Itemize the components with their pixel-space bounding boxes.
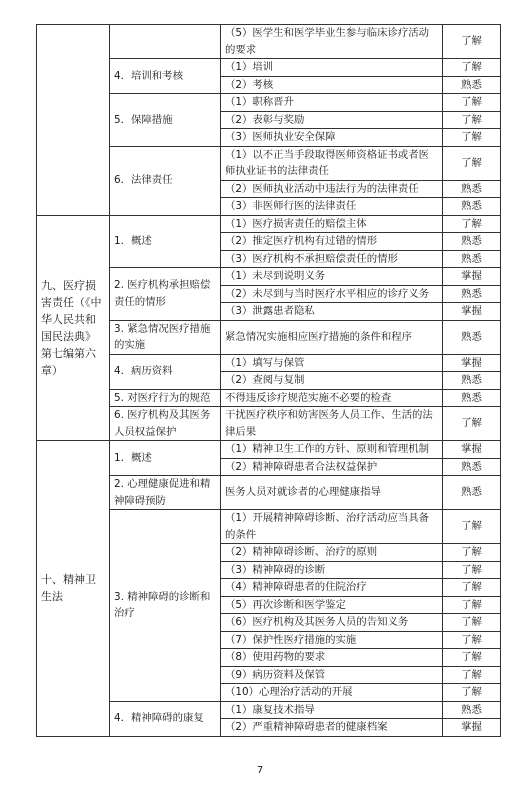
- requirement-level: 了解: [443, 684, 501, 702]
- requirement-level: 了解: [443, 59, 501, 77]
- unit-title: 3. 紧急情况医疗措施的实施: [110, 320, 221, 354]
- page-number: 7: [256, 765, 264, 776]
- item-content: （2）精神障碍患者合法权益保护: [221, 458, 443, 476]
- unit-title: 4．培训和考核: [110, 59, 221, 94]
- unit-title: 6. 医疗机构及其医务人员权益保护: [110, 407, 221, 441]
- requirement-level: 掌握: [443, 354, 501, 372]
- item-content: （3）非医师行医的法律责任: [221, 198, 443, 216]
- requirement-level: 了解: [443, 649, 501, 667]
- unit-title: 1．概述: [110, 215, 221, 268]
- item-content: （1）医疗损害责任的赔偿主体: [221, 215, 443, 233]
- requirement-level: 熟悉: [443, 458, 501, 476]
- section-title: 十、精神卫生法: [37, 441, 110, 737]
- section-title: [37, 25, 110, 216]
- item-content: （2）表彰与奖励: [221, 111, 443, 129]
- item-content: （1）职称晋升: [221, 94, 443, 112]
- requirement-level: 熟悉: [443, 320, 501, 354]
- unit-title: 5．保障措施: [110, 94, 221, 147]
- item-content: （9）病历资料及保管: [221, 666, 443, 684]
- item-content: （2）考核: [221, 76, 443, 94]
- requirement-level: 熟悉: [443, 250, 501, 268]
- item-content: （1）培训: [221, 59, 443, 77]
- item-content: 干扰医疗秩序和妨害医务人员工作、生活的法律后果: [221, 407, 443, 441]
- item-content: （7）保护性医疗措施的实施: [221, 631, 443, 649]
- requirement-level: 了解: [443, 510, 501, 544]
- requirement-level: 熟悉: [443, 285, 501, 303]
- item-content: （1）精神卫生工作的方针、原则和管理机制: [221, 441, 443, 459]
- requirement-level: 熟悉: [443, 701, 501, 719]
- item-content: （3）泄露患者隐私: [221, 303, 443, 321]
- requirement-level: 了解: [443, 129, 501, 147]
- item-content: （3）精神障碍的诊断: [221, 561, 443, 579]
- requirement-level: 熟悉: [443, 198, 501, 216]
- item-content: （10）心理治疗活动的开展: [221, 684, 443, 702]
- table-row: [37, 25, 501, 59]
- requirement-level: 了解: [443, 579, 501, 597]
- requirement-level: 了解: [443, 146, 501, 180]
- unit-title: 5. 对医疗行为的规范: [110, 389, 221, 407]
- section-title: 九、医疗损害责任（《中华人民共和国民法典》第七编第六章）: [37, 215, 110, 441]
- item-content: （2）医师执业活动中违法行为的法律责任: [221, 180, 443, 198]
- item-content: 医务人员对就诊者的心理健康指导: [221, 476, 443, 510]
- unit-title: 2. 医疗机构承担赔偿责任的情形: [110, 268, 221, 321]
- item-content: （5）医学生和医学毕业生参与临床诊疗活动的要求: [221, 25, 443, 59]
- unit-title: 3. 精神障碍的诊断和治疗: [110, 510, 221, 702]
- item-content: （2）严重精神障碍患者的健康档案: [221, 719, 443, 737]
- requirement-level: 熟悉: [443, 476, 501, 510]
- requirement-level: 熟悉: [443, 389, 501, 407]
- unit-title: 1．概述: [110, 441, 221, 476]
- requirement-level: 熟悉: [443, 76, 501, 94]
- item-content: （2）精神障碍诊断、治疗的原则: [221, 544, 443, 562]
- requirement-level: 了解: [443, 111, 501, 129]
- item-content: （8）使用药物的要求: [221, 649, 443, 667]
- item-content: （1）康复技术指导: [221, 701, 443, 719]
- requirement-level: 了解: [443, 94, 501, 112]
- unit-title: 4．精神障碍的康复: [110, 701, 221, 736]
- requirement-level: 掌握: [443, 719, 501, 737]
- requirement-level: 掌握: [443, 268, 501, 286]
- item-content: （1）填写与保管: [221, 354, 443, 372]
- item-content: 不得违反诊疗规范实施不必要的检查: [221, 389, 443, 407]
- unit-title: 2. 心理健康促进和精神障碍预防: [110, 476, 221, 510]
- requirement-level: 熟悉: [443, 372, 501, 390]
- item-content: （1）开展精神障碍诊断、治疗活动应当具备的条件: [221, 510, 443, 544]
- requirement-level: 了解: [443, 596, 501, 614]
- requirement-level: 了解: [443, 614, 501, 632]
- requirement-level: 掌握: [443, 441, 501, 459]
- item-content: （2）未尽到与当时医疗水平相应的诊疗义务: [221, 285, 443, 303]
- item-content: （2）推定医疗机构有过错的情形: [221, 233, 443, 251]
- unit-title: 6．法律责任: [110, 146, 221, 215]
- item-content: （1）以不正当手段取得医师资格证书或者医师执业证书的法律责任: [221, 146, 443, 180]
- item-content: 紧急情况实施相应医疗措施的条件和程序: [221, 320, 443, 354]
- requirement-level: 掌握: [443, 303, 501, 321]
- requirement-level: 了解: [443, 25, 501, 59]
- item-content: （2）查阅与复制: [221, 372, 443, 390]
- requirement-level: 熟悉: [443, 233, 501, 251]
- syllabus-table: [36, 24, 501, 737]
- item-content: （6）医疗机构及其医务人员的告知义务: [221, 614, 443, 632]
- unit-title: 4．病历资料: [110, 354, 221, 389]
- item-content: （3）医师执业安全保障: [221, 129, 443, 147]
- requirement-level: 了解: [443, 561, 501, 579]
- item-content: （3）医疗机构不承担赔偿责任的情形: [221, 250, 443, 268]
- table-row: [37, 215, 501, 233]
- unit-title: [110, 25, 221, 59]
- item-content: （4）精神障碍患者的住院治疗: [221, 579, 443, 597]
- syllabus-body: [37, 25, 501, 737]
- requirement-level: 了解: [443, 215, 501, 233]
- table-row: [37, 441, 501, 459]
- item-content: （1）未尽到说明义务: [221, 268, 443, 286]
- requirement-level: 了解: [443, 407, 501, 441]
- requirement-level: 了解: [443, 666, 501, 684]
- requirement-level: 了解: [443, 631, 501, 649]
- requirement-level: 了解: [443, 544, 501, 562]
- item-content: （5）再次诊断和医学鉴定: [221, 596, 443, 614]
- requirement-level: 熟悉: [443, 180, 501, 198]
